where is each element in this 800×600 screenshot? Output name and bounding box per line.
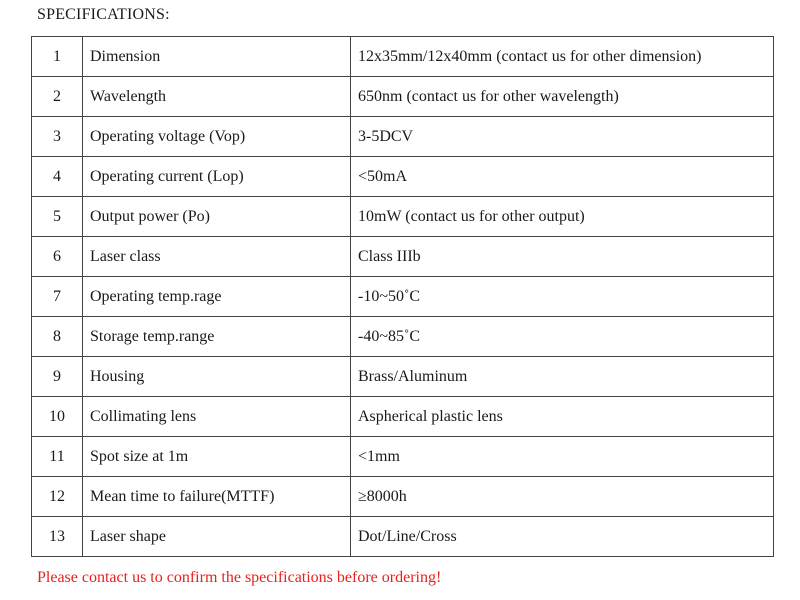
row-number: 13 xyxy=(32,517,83,557)
spec-row xyxy=(32,237,774,277)
parameter-name: Storage temp.range xyxy=(83,317,351,357)
spec-row xyxy=(32,357,774,397)
spec-row xyxy=(32,157,774,197)
row-number: 12 xyxy=(32,477,83,517)
parameter-name: Mean time to failure(MTTF) xyxy=(83,477,351,517)
specifications-heading: SPECIFICATIONS: xyxy=(37,6,170,23)
parameter-value: 650nm (contact us for other wavelength) xyxy=(351,77,774,117)
spec-row xyxy=(32,517,774,557)
row-number: 11 xyxy=(32,437,83,477)
spec-row xyxy=(32,437,774,477)
spec-row xyxy=(32,397,774,437)
row-number: 9 xyxy=(32,357,83,397)
parameter-value: <1mm xyxy=(351,437,774,477)
parameter-value: 10mW (contact us for other output) xyxy=(351,197,774,237)
spec-row xyxy=(32,77,774,117)
spec-row xyxy=(32,477,774,517)
spec-row xyxy=(32,197,774,237)
parameter-value: ≥8000h xyxy=(351,477,774,517)
parameter-value: -40~85˚C xyxy=(351,317,774,357)
row-number: 1 xyxy=(32,37,83,77)
parameter-name: Output power (Po) xyxy=(83,197,351,237)
parameter-value: Brass/Aluminum xyxy=(351,357,774,397)
parameter-name: Laser class xyxy=(83,237,351,277)
parameter-value: -10~50˚C xyxy=(351,277,774,317)
parameter-name: Spot size at 1m xyxy=(83,437,351,477)
parameter-value: Class IIIb xyxy=(351,237,774,277)
contact-notice: Please contact us to confirm the specifications before ordering! xyxy=(37,569,442,586)
specifications-table-body xyxy=(32,37,774,557)
parameter-name: Operating voltage (Vop) xyxy=(83,117,351,157)
spec-row xyxy=(32,317,774,357)
row-number: 4 xyxy=(32,157,83,197)
row-number: 3 xyxy=(32,117,83,157)
parameter-name: Collimating lens xyxy=(83,397,351,437)
specifications-table xyxy=(31,36,774,557)
parameter-name: Laser shape xyxy=(83,517,351,557)
parameter-value: Aspherical plastic lens xyxy=(351,397,774,437)
parameter-value: 12x35mm/12x40mm (contact us for other dimension) xyxy=(351,37,774,77)
spec-row xyxy=(32,277,774,317)
row-number: 8 xyxy=(32,317,83,357)
parameter-name: Housing xyxy=(83,357,351,397)
parameter-value: Dot/Line/Cross xyxy=(351,517,774,557)
parameter-name: Dimension xyxy=(83,37,351,77)
row-number: 7 xyxy=(32,277,83,317)
row-number: 5 xyxy=(32,197,83,237)
spec-row xyxy=(32,117,774,157)
parameter-name: Operating current (Lop) xyxy=(83,157,351,197)
row-number: 10 xyxy=(32,397,83,437)
parameter-name: Wavelength xyxy=(83,77,351,117)
parameter-value: 3-5DCV xyxy=(351,117,774,157)
row-number: 2 xyxy=(32,77,83,117)
spec-row xyxy=(32,37,774,77)
row-number: 6 xyxy=(32,237,83,277)
parameter-name: Operating temp.rage xyxy=(83,277,351,317)
parameter-value: <50mA xyxy=(351,157,774,197)
